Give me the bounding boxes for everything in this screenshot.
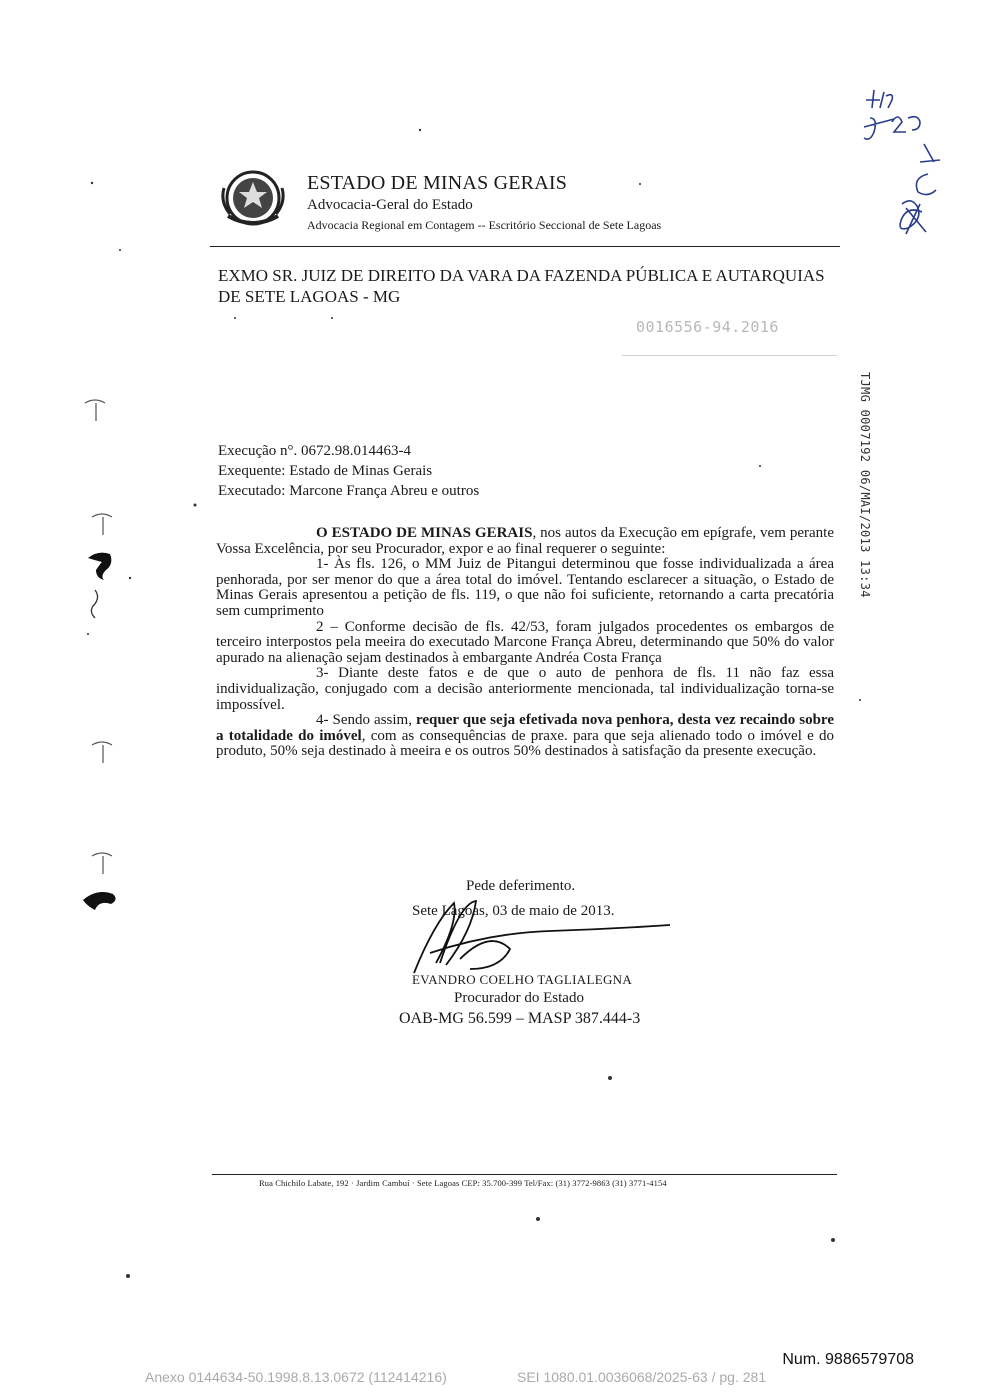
item-4-lead: 4- Sendo assim, (316, 712, 416, 729)
protocol-stamp-text: TJMG 0007192 06/MAI/2013 13:34 (858, 372, 872, 598)
intro-party: O ESTADO DE MINAS GERAIS (316, 525, 533, 541)
issuer-subtitle: Advocacia-Geral do Estado (307, 197, 473, 213)
footer-address: Rua Chichilo Labate, 192 · Jardim Cambuí · Sete Lagoas CEP: 35.700-399 Tel/Fax: (31) 3772-9863 (31) 3771-4154 (259, 1178, 667, 1188)
signer-oab: OAB-MG 56.599 – MASP 387.444-3 (399, 1010, 641, 1027)
header-rule (210, 246, 840, 247)
issuer-office: Advocacia Regional em Contagem -- Escritório Seccional de Sete Lagoas (307, 218, 662, 232)
issuer-title: ESTADO DE MINAS GERAIS (307, 172, 568, 194)
handwritten-folio-marks (862, 82, 942, 252)
intro-text: , nos autos da Execução em epígrafe, vem perante Vossa Excelência, por seu Procurador, expor e ao final requerer o seguinte: (216, 525, 834, 557)
sei-page-reference: SEI 1080.01.0036068/2025-63 / pg. 281 (517, 1369, 767, 1385)
petition-body (216, 526, 834, 760)
addressee-line-2: DE SETE LAGOAS - MG (218, 287, 401, 306)
item-4-tail: , com as consequências de praxe. para que seja alienado todo o imóvel e do produto, 50% seja destinado à meeira e os outros 50% destinados à satisfação da presente execução. (216, 727, 834, 760)
item-1: 1- Às fls. 126, o MM Juiz de Pitangui determinou que fosse individualizada a área penhorada, por ser menor do que a área total do imóvel. Tentando esclarecer a situação, o Estado de Minas Gerais apresentou a petição de fls. 119, o que não foi suficiente, retornando a carta precatória sem cumprimento (216, 556, 834, 619)
item-4-request: requer que seja efetivada nova penhora, desta vez recaindo sobre a totalidade do imóvel (216, 712, 834, 744)
closing-place-date: Sete Lagoas, 03 de maio de 2013. (412, 903, 615, 919)
case-exequente: Exequente: Estado de Minas Gerais (218, 463, 433, 479)
item-3: 3- Diante deste fatos e de que o auto de penhora de fls. 11 não faz essa individualização, conjugado com a decisão anteriormente mencionada, tal individualização torna-se impossível. (216, 665, 834, 713)
minas-gerais-seal (218, 168, 288, 232)
item-4 (216, 713, 834, 760)
addressee-line-1: EXMO SR. JUIZ DE DIREITO DA VARA DA FAZENDA PÚBLICA E AUTARQUIAS (218, 266, 825, 285)
signer-name: EVANDRO COELHO TAGLIALEGNA (412, 972, 633, 987)
closing-request: Pede deferimento. (466, 878, 576, 894)
protocol-stamp (842, 372, 882, 598)
case-executado: Executado: Marcone França Abreu e outros (218, 483, 480, 499)
intro-paragraph (216, 526, 834, 557)
annex-reference: Anexo 0144634-50.1998.8.13.0672 (112414216) (145, 1369, 447, 1385)
item-2: 2 – Conforme decisão de fls. 42/53, foram julgados procedentes os embargos de terceiro interpostos pela meeira do executado Marcone França Abreu, determinando que 50% do valor apurado na alienação sejam destinados à embargante Andréa Costa França (216, 618, 834, 666)
signer-role: Procurador do Estado (454, 990, 584, 1006)
process-number-underline (622, 355, 837, 356)
process-number: 0016556-94.2016 (636, 318, 779, 336)
case-execucao: Execução n°. 0672.98.014463-4 (218, 443, 412, 459)
footer-rule (212, 1174, 837, 1175)
document-number: Num. 9886579708 (782, 1351, 914, 1368)
